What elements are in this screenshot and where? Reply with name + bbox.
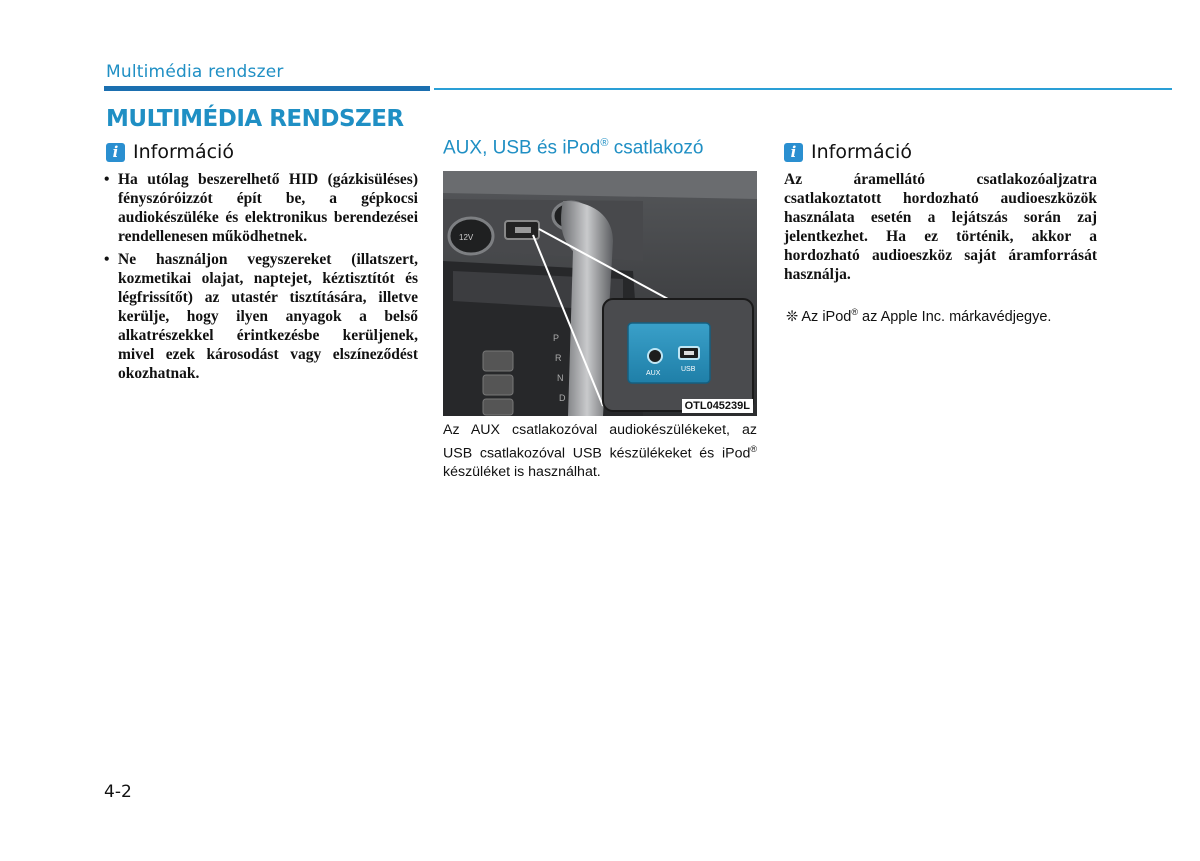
header-rule-dark	[104, 86, 430, 91]
aux-jack	[648, 349, 662, 363]
info-icon: i	[784, 143, 803, 162]
info-text: Az áramellátó csatlakozóaljzatra csatlakoztatott hordozható audioeszközök használata esetén a lejátszás során zaj jelentkezhet. Ha ez történik, akkor a hordozható audioeszköz saját áramforrását használja.	[784, 171, 1097, 283]
socket-label-12v: 12V	[459, 233, 474, 242]
svg-text:D: D	[559, 393, 566, 403]
title-text: AUX, USB és iPod	[443, 137, 601, 159]
svg-text:N: N	[557, 373, 564, 383]
note-text: Az iPod	[798, 308, 852, 325]
figure-code: OTL045239L	[682, 399, 753, 413]
registered-mark: ®	[851, 307, 858, 317]
info-icon: i	[106, 143, 125, 162]
svg-text:R: R	[555, 353, 562, 363]
connector-section-title	[443, 137, 704, 159]
page-number: 4-2	[104, 782, 132, 802]
chapter-title: MULTIMÉDIA RENDSZER	[106, 106, 404, 132]
header-rule-light	[434, 88, 1172, 90]
trademark-note	[786, 307, 1051, 325]
note-symbol: ❊	[786, 308, 799, 325]
right-column	[784, 170, 1097, 284]
usb-label: USB	[681, 366, 696, 373]
info-title: Információ	[811, 141, 912, 163]
console-illustration	[443, 171, 757, 416]
note-tail: az Apple Inc. márkavédjegye.	[858, 308, 1052, 325]
registered-mark: ®	[750, 443, 757, 454]
left-info-header	[106, 141, 234, 163]
svg-text:P: P	[553, 333, 560, 343]
bullet-item: • Ha utólag beszerelhető HID (gázkisüléses) fényszóróizzót épít be, a gépkocsi audiokészüléke és elektronikus berendezései rendellenesen működhetnek.	[104, 170, 418, 246]
info-bullet-list	[104, 170, 418, 383]
right-info-header	[784, 141, 912, 163]
registered-mark: ®	[600, 137, 609, 149]
section-label: Multimédia rendszer	[106, 62, 284, 82]
left-column	[104, 170, 418, 387]
caption-text: Az AUX csatlakozóval audiokészülékeket, az USB csatlakozóval USB készülékeket és iPod	[443, 422, 757, 462]
title-tail: csatlakozó	[608, 137, 704, 159]
figure-caption	[443, 421, 757, 481]
bullet-item: • Ne használjon vegyszereket (illatszert, kozmetikai olajat, naptejet, kéztisztítót és légfrissítőt) az utastér tisztítására, illetve kerülje, hogy ilyen anyagok a belső alkatrészekkel érintkezésbe kerüljenek, mivel ezek károsodást vagy elszíneződést okozhatnak.	[104, 250, 418, 383]
info-title: Információ	[133, 141, 234, 163]
aux-label: AUX	[646, 370, 661, 377]
connector-figure	[443, 171, 757, 416]
caption-tail: készüléket is használhat.	[443, 463, 601, 480]
